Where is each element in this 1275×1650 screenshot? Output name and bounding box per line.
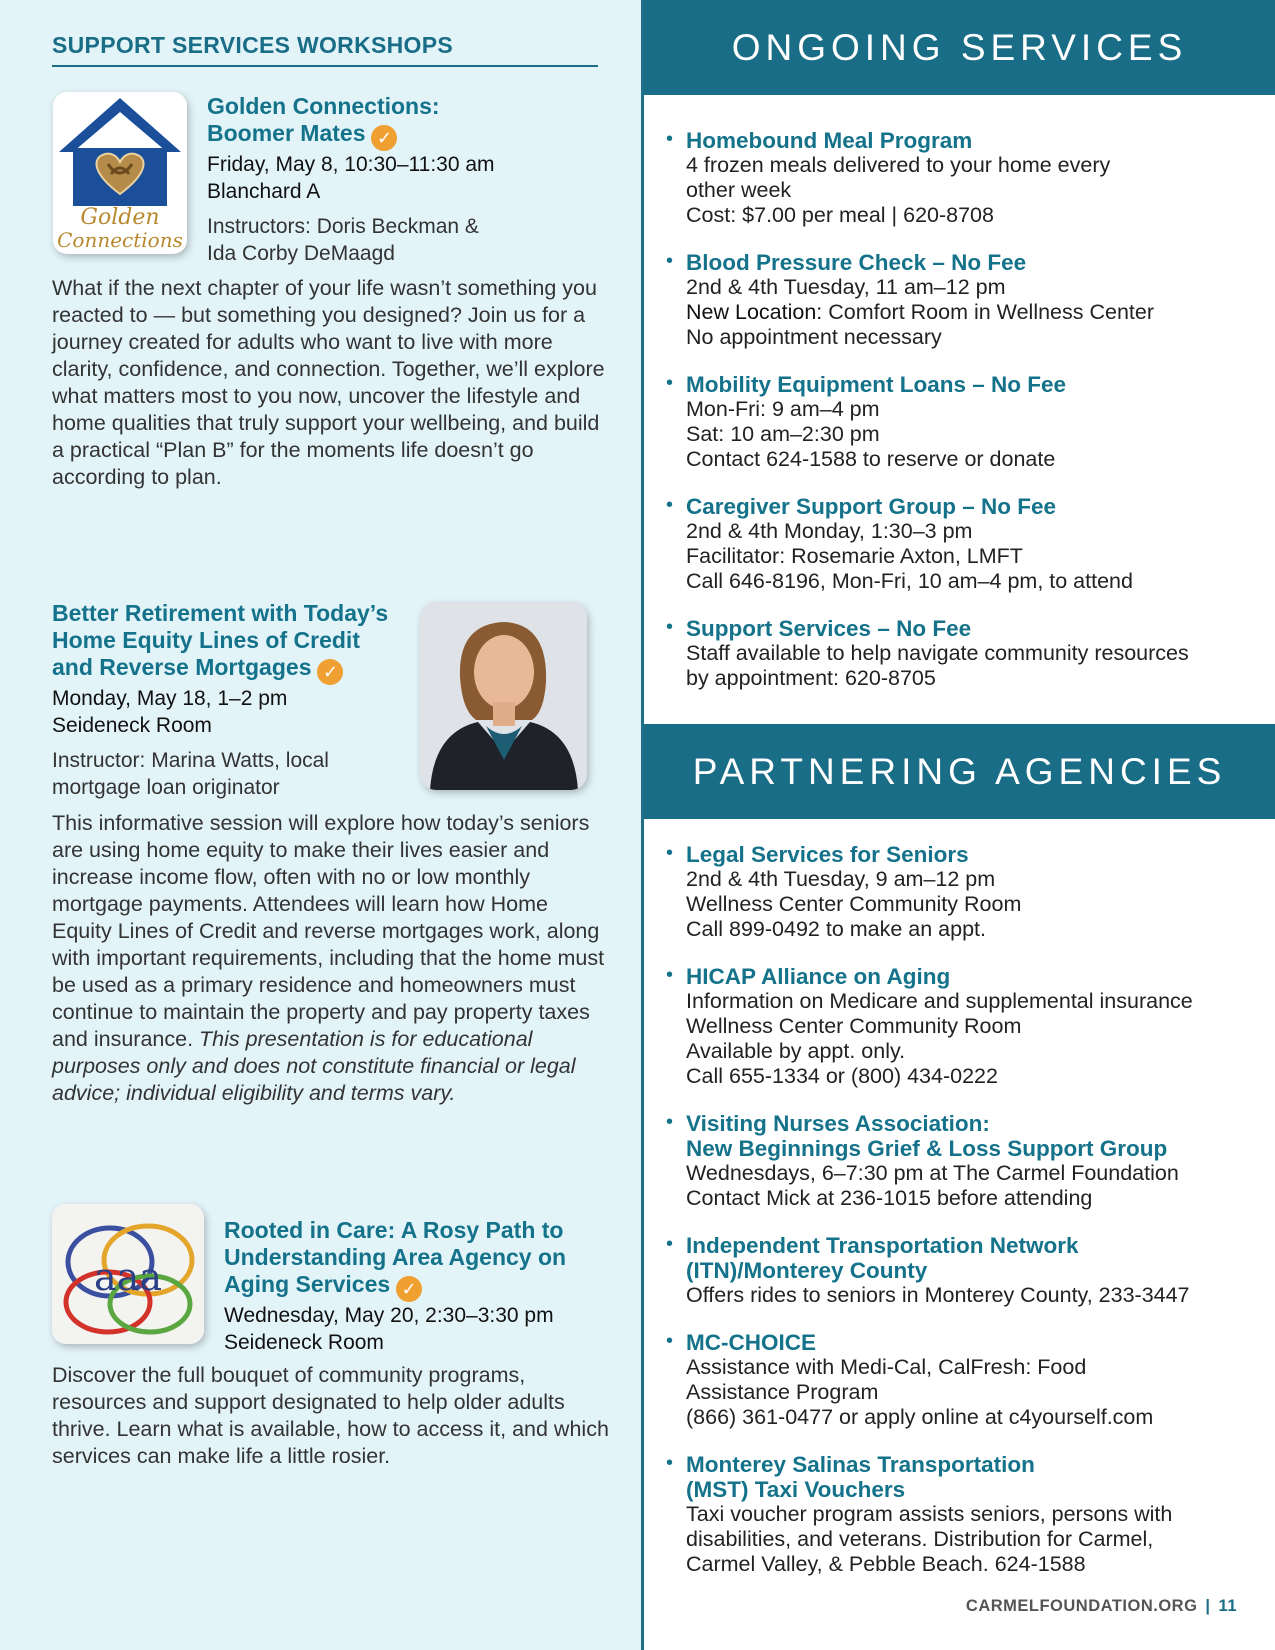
item-line: 2nd & 4th Tuesday, 11 am–12 pm	[686, 275, 1006, 299]
workshop-3-title-line1: Rooted in Care: A Rosy Path to	[224, 1217, 564, 1243]
workshop-3-header	[224, 1217, 614, 1356]
bullet-icon: •	[666, 964, 674, 986]
item-line: Assistance Program	[686, 1380, 879, 1404]
item-line: Call 646-8196, Mon-Fri, 10 am–4 pm, to attend	[686, 569, 1133, 593]
item-line: Taxi voucher program assists seniors, persons with	[686, 1502, 1173, 1526]
svg-text:aaa: aaa	[94, 1255, 162, 1299]
workshop-1-header	[207, 93, 607, 267]
workshop-2-header	[52, 600, 412, 801]
workshop-2-title-line3: and Reverse Mortgages ✓	[52, 654, 412, 685]
bullet-icon: •	[666, 128, 674, 150]
right-column	[644, 0, 1275, 1650]
list-item	[666, 1330, 1266, 1430]
item-title: MC-CHOICE	[686, 1330, 816, 1355]
check-icon: ✓	[371, 125, 397, 151]
workshop-3-title-line3: Aging Services ✓	[224, 1271, 614, 1302]
item-line: 4 frozen meals delivered to your home every	[686, 153, 1111, 177]
list-item	[666, 372, 1266, 472]
item-line: Contact 624-1588 to reserve or donate	[686, 447, 1056, 471]
bullet-icon: •	[666, 1111, 674, 1133]
item-line: No appointment necessary	[686, 325, 942, 349]
item-title: Legal Services for Seniors	[686, 842, 969, 867]
bullet-icon: •	[666, 494, 674, 516]
svg-text:Golden: Golden	[80, 205, 160, 230]
list-item	[666, 494, 1266, 594]
bullet-icon: •	[666, 250, 674, 272]
bullet-icon: •	[666, 372, 674, 394]
house-heart-icon	[53, 92, 187, 254]
list-item	[666, 250, 1266, 350]
item-title: (ITN)/Monterey County	[686, 1258, 928, 1283]
bullet-icon: •	[666, 842, 674, 864]
workshop-2-room: Seideneck Room	[52, 714, 212, 737]
aaa-rings-icon	[52, 1204, 204, 1344]
bullet-icon: •	[666, 616, 674, 638]
workshop-2-title-line2: Home Equity Lines of Credit	[52, 627, 360, 653]
item-title: Independent Transportation Network	[686, 1233, 1079, 1258]
workshop-2-instructor-line1: Instructor: Marina Watts, local	[52, 749, 329, 772]
item-title: Monterey Salinas Transportation	[686, 1452, 1035, 1477]
ongoing-services-banner: ONGOING SERVICES	[644, 0, 1275, 95]
item-line: 2nd & 4th Tuesday, 9 am–12 pm	[686, 867, 996, 891]
instructor-photo	[420, 602, 587, 790]
list-item	[666, 616, 1266, 691]
item-line: by appointment: 620-8705	[686, 666, 936, 690]
item-title: New Beginnings Grief & Loss Support Group	[686, 1136, 1168, 1161]
workshop-1-room: Blanchard A	[207, 180, 321, 203]
item-line: Sat: 10 am–2:30 pm	[686, 422, 880, 446]
item-title: HICAP Alliance on Aging	[686, 964, 951, 989]
item-line: Wellness Center Community Room	[686, 1014, 1022, 1038]
item-line: Facilitator: Rosemarie Axton, LMFT	[686, 544, 1023, 568]
workshop-2-date: Monday, May 18, 1–2 pm	[52, 687, 288, 710]
aaa-logo	[52, 1204, 204, 1344]
list-item	[666, 1452, 1266, 1577]
workshop-3-date: Wednesday, May 20, 2:30–3:30 pm	[224, 1304, 554, 1327]
item-line: disabilities, and veterans. Distribution for Carmel,	[686, 1527, 1154, 1551]
list-item	[666, 128, 1266, 228]
item-line: Contact Mick at 236-1015 before attending	[686, 1186, 1093, 1210]
item-line: 2nd & 4th Monday, 1:30–3 pm	[686, 519, 973, 543]
item-line: Wednesdays, 6–7:30 pm at The Carmel Foundation	[686, 1161, 1179, 1185]
item-line: Available by appt. only.	[686, 1039, 906, 1063]
item-title: (MST) Taxi Vouchers	[686, 1477, 906, 1502]
check-icon: ✓	[396, 1276, 422, 1302]
footer-site-link[interactable]: CARMELFOUNDATION.ORG	[965, 1597, 1198, 1615]
page-footer	[966, 1597, 1237, 1616]
list-item	[666, 964, 1266, 1089]
workshop-1-title-line2: Boomer Mates ✓	[207, 120, 607, 151]
list-item	[666, 842, 1266, 942]
workshop-1-title-line1: Golden Connections:	[207, 93, 440, 119]
item-line: Information on Medicare and supplemental insurance	[686, 989, 1193, 1013]
bullet-icon: •	[666, 1330, 674, 1352]
item-title: Caregiver Support Group – No Fee	[686, 494, 1057, 519]
item-line: Cost: $7.00 per meal | 620-8708	[686, 203, 994, 227]
workshop-1-instructors-line2: Ida Corby DeMaagd	[207, 242, 395, 265]
item-line: Staff available to help navigate community resources	[686, 641, 1189, 665]
workshop-2-instructor-line2: mortgage loan originator	[52, 776, 280, 799]
workshop-2-description: This informative session will explore how today’s seniors are using home equity to make their lives easier and increase income flow, often with no or low monthly mortgage payments. Attendees will learn how Home Equity Lines of Credit and reverse mortgages work, along with important requirements, including that the home must be used as a primary residence and homeowners must continue to maintain the property and pay property taxes and insurance. This presentation is for educational purposes only and does not constitute financial or legal advice; individual eligibility and terms vary.	[52, 811, 605, 1105]
workshop-2-title-line1: Better Retirement with Today’s	[52, 600, 389, 626]
workshop-1-instructors-line1: Instructors: Doris Beckman &	[207, 215, 479, 238]
item-line: Call 655-1334 or (800) 434-0222	[686, 1064, 998, 1088]
item-title: Visiting Nurses Association:	[686, 1111, 990, 1136]
svg-text:Connections: Connections	[57, 228, 183, 252]
page-number: 11	[1218, 1597, 1237, 1615]
partnering-agencies-list	[666, 842, 1266, 1599]
item-line: New Location: Comfort Room in Wellness Center	[686, 300, 1155, 324]
item-line: Call 899-0492 to make an appt.	[686, 917, 987, 941]
workshop-1-date: Friday, May 8, 10:30–11:30 am	[207, 153, 495, 176]
item-title: Homebound Meal Program	[686, 128, 973, 153]
workshop-2-disclaimer: This presentation is for educational purposes only and does not constitute financial or legal advice; individual eligibility and terms vary.	[52, 1027, 576, 1105]
item-line: Offers rides to seniors in Monterey County, 233-3447	[686, 1283, 1190, 1307]
item-line: Carmel Valley, & Pebble Beach. 624-1588	[686, 1552, 1086, 1576]
partnering-agencies-banner: PARTNERING AGENCIES	[644, 724, 1275, 819]
bullet-icon: •	[666, 1452, 674, 1474]
check-icon: ✓	[317, 659, 343, 685]
item-title: Mobility Equipment Loans – No Fee	[686, 372, 1067, 397]
item-line: Mon-Fri: 9 am–4 pm	[686, 397, 880, 421]
item-line: Wellness Center Community Room	[686, 892, 1022, 916]
item-line: other week	[686, 178, 792, 202]
workshop-3-description: Discover the full bouquet of community programs, resources and support designated to help older adults thrive. Learn what is available, how to access it, and which services can make life a little rosier.	[52, 1363, 609, 1468]
ongoing-services-list	[666, 128, 1266, 713]
workshop-3-room: Seideneck Room	[224, 1331, 384, 1354]
list-item	[666, 1111, 1266, 1211]
person-portrait-icon	[420, 602, 587, 790]
item-line: (866) 361-0477 or apply online at c4yourself.com	[686, 1405, 1154, 1429]
item-title: Support Services – No Fee	[686, 616, 972, 641]
bullet-icon: •	[666, 1233, 674, 1255]
list-item	[666, 1233, 1266, 1308]
workshop-3-title-line2: Understanding Area Agency on	[224, 1244, 567, 1270]
workshop-1-description: What if the next chapter of your life wasn’t something you reacted to — but something you designed? Join us for a journey created for adults who want to live with more clarity, confidence, and connection. Together, we’ll explore what matters most to you now, uncover the lifestyle and home qualities that truly support your wellbeing, and build a practical “Plan B” for the moments life doesn’t go according to plan.	[52, 276, 605, 489]
golden-connections-logo	[53, 92, 187, 254]
footer-separator: |	[1205, 1597, 1211, 1615]
item-title: Blood Pressure Check – No Fee	[686, 250, 1027, 275]
section-title: SUPPORT SERVICES WORKSHOPS	[52, 32, 598, 67]
item-line: Assistance with Medi-Cal, CalFresh: Food	[686, 1355, 1087, 1379]
